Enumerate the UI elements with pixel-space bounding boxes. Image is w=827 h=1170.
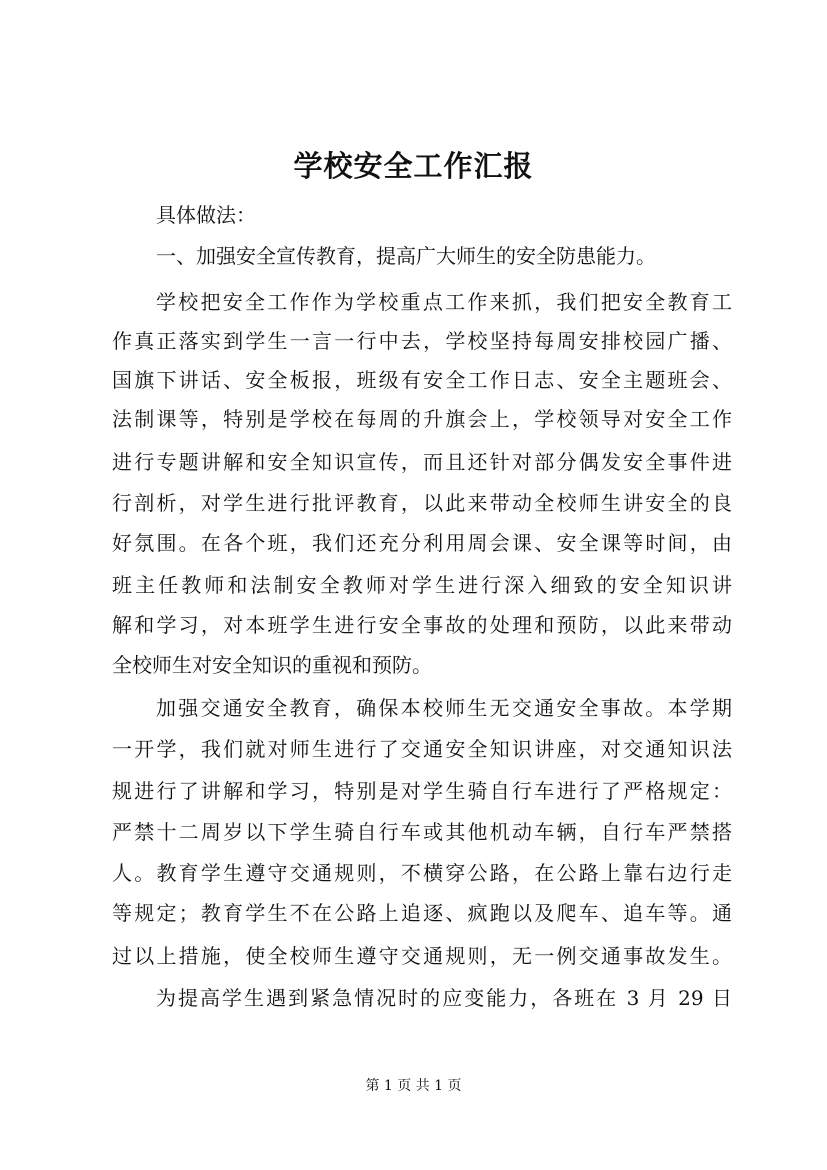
paragraph-line: 人。教育学生遵守交通规则，不横穿公路，在公路上靠右边行走	[112, 861, 732, 885]
paragraph-line: 等规定；教育学生不在公路上追逐、疯跑以及爬车、追车等。通	[112, 901, 732, 925]
page-number: 第 1 页 共 1 页	[365, 1078, 462, 1094]
paragraph-line: 行剖析，对学生进行批评教育，以此来带动全校师生讲安全的良	[112, 491, 732, 515]
paragraph-line: 进行专题讲解和安全知识宣传，而且还针对部分偶发安全事件进	[112, 450, 732, 474]
paragraph-line: 为提高学生遇到紧急情况时的应变能力，各班在 3 月 29 日	[156, 986, 732, 1010]
paragraph-line: 学校把安全工作作为学校重点工作来抓，我们把安全教育工	[156, 290, 732, 314]
paragraph-line: 全校师生对安全知识的重视和预防。	[112, 653, 432, 677]
paragraph-line: 好氛围。在各个班，我们还充分利用周会课、安全课等时间，由	[112, 531, 732, 555]
paragraph-line: 严禁十二周岁以下学生骑自行车或其他机动车辆，自行车严禁搭	[112, 820, 732, 844]
paragraph-line: 国旗下讲话、安全板报，班级有安全工作日志、安全主题班会、	[112, 368, 732, 392]
paragraph-line: 过以上措施，使全校师生遵守交通规则，无一例交通事故发生。	[112, 944, 732, 968]
paragraph-line: 一开学，我们就对师生进行了交通安全知识讲座，对交通知识法	[112, 737, 732, 761]
paragraph-line: 解和学习，对本班学生进行安全事故的处理和预防，以此来带动	[112, 613, 732, 637]
paragraph-line: 规进行了讲解和学习，特别是对学生骑自行车进行了严格规定：	[112, 779, 732, 803]
paragraph-line: 法制课等，特别是学校在每周的升旗会上，学校领导对安全工作	[112, 407, 732, 431]
paragraph-line: 具体做法：	[156, 203, 256, 227]
paragraph-line: 一、加强安全宣传教育，提高广大师生的安全防患能力。	[156, 244, 656, 268]
paragraph-line: 加强交通安全教育，确保本校师生无交通安全事故。本学期	[156, 696, 732, 720]
document-title: 学校安全工作汇报	[293, 149, 534, 183]
paragraph-line: 作真正落实到学生一言一行中去，学校坚持每周安排校园广播、	[112, 329, 732, 353]
paragraph-line: 班主任教师和法制安全教师对学生进行深入细致的安全知识讲	[112, 573, 732, 597]
